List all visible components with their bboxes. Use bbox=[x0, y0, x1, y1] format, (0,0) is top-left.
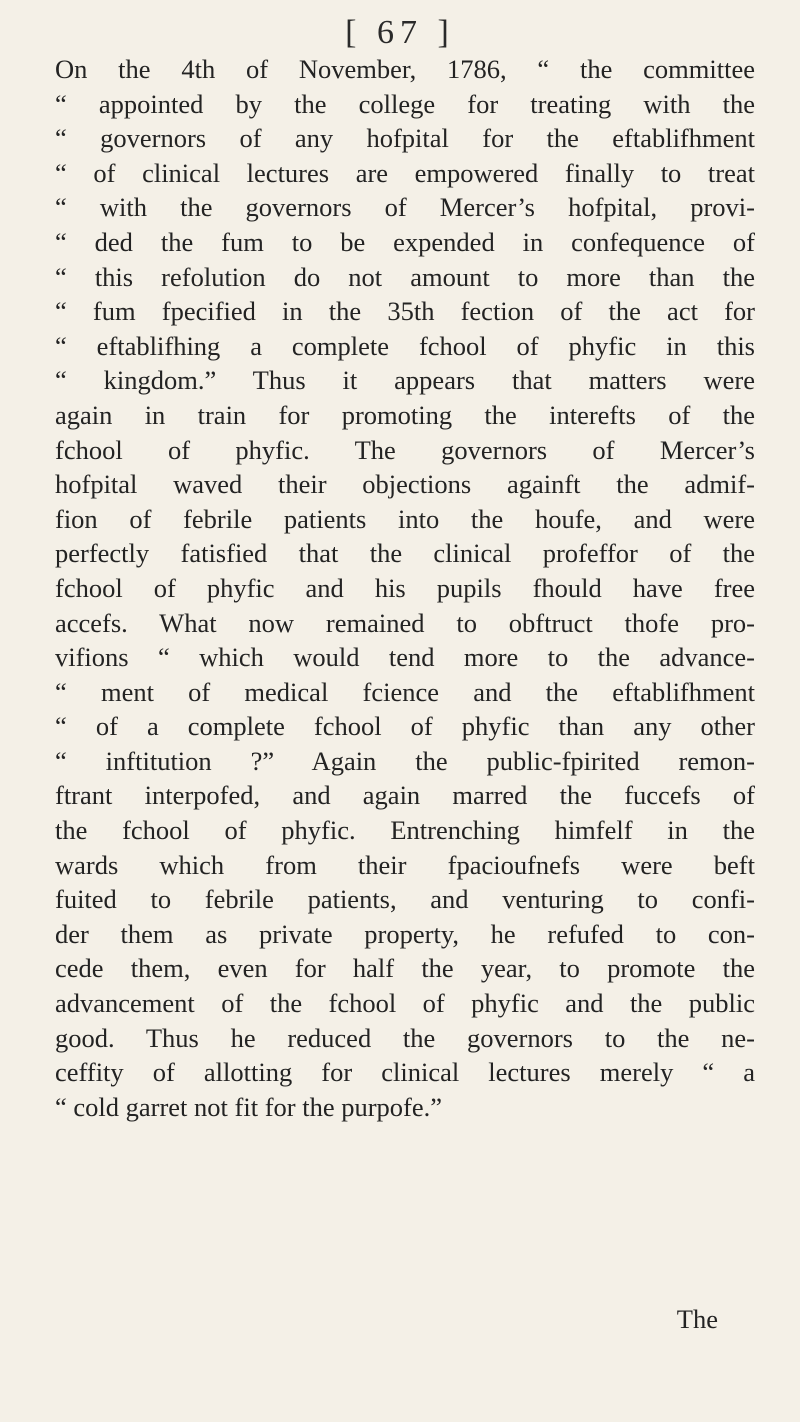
text-line: vifions “ which would tend more to the advance- bbox=[55, 642, 755, 673]
text-line: cede them, even for half the year, to promote the bbox=[55, 953, 755, 984]
text-line: the fchool of phyfic. Entrenching himfelf in the bbox=[55, 815, 755, 846]
text-line: “ ment of medical fcience and the eftablifhment bbox=[55, 676, 755, 707]
text-line: advancement of the fchool of phyfic and the public bbox=[55, 988, 755, 1019]
text-line: wards which from their fpacioufnefs were beft bbox=[55, 849, 755, 880]
page-number: [ 67 ] bbox=[345, 14, 455, 51]
text-line: “ with the governors of Mercer’s hofpital, provi- bbox=[55, 192, 755, 223]
text-line: “ appointed by the college for treating with the bbox=[55, 88, 755, 119]
text-line: der them as private property, he refufed to con- bbox=[55, 918, 755, 949]
text-line: “ this refolution do not amount to more than the bbox=[55, 261, 755, 292]
text-line: “ cold garret not fit for the purpofe.” bbox=[55, 1091, 443, 1122]
text-line: fion of febrile patients into the houfe, and were bbox=[55, 503, 755, 534]
text-line: good. Thus he reduced the governors to the ne- bbox=[55, 1022, 755, 1053]
text-line: perfectly fatisfied that the clinical profeffor of the bbox=[55, 538, 755, 569]
text-line: “ inftitution ?” Again the public-fpirited remon- bbox=[55, 745, 755, 776]
body-text bbox=[55, 52, 755, 1124]
text-line: “ of a complete fchool of phyfic than any other bbox=[55, 711, 755, 742]
text-line: ceffity of allotting for clinical lectures merely “ a bbox=[55, 1057, 755, 1088]
text-line: hofpital waved their objections againft the admif- bbox=[55, 469, 755, 500]
text-line: “ fum fpecified in the 35th fection of the act for bbox=[55, 296, 755, 327]
catchword: The bbox=[676, 1304, 718, 1334]
text-line: On the 4th of November, 1786, “ the committee bbox=[55, 54, 755, 84]
text-line: “ eftablifhing a complete fchool of phyfic in this bbox=[55, 330, 755, 361]
text-line: “ of clinical lectures are empowered finally to treat bbox=[55, 157, 755, 188]
text-line: fchool of phyfic. The governors of Mercer’s bbox=[55, 434, 755, 465]
text-line: “ governors of any hofpital for the eftablifhment bbox=[55, 123, 755, 154]
text-line: ftrant interpofed, and again marred the fuccefs of bbox=[55, 780, 755, 811]
text-line: fuited to febrile patients, and venturing to confi- bbox=[55, 884, 755, 915]
text-line: again in train for promoting the interefts of the bbox=[55, 399, 755, 430]
text-line: “ ded the fum to be expended in confequence of bbox=[55, 226, 755, 257]
text-line: “ kingdom.” Thus it appears that matters were bbox=[55, 365, 755, 396]
text-line: accefs. What now remained to obftruct thofe pro- bbox=[55, 607, 755, 638]
text-line: fchool of phyfic and his pupils fhould have free bbox=[55, 572, 755, 603]
